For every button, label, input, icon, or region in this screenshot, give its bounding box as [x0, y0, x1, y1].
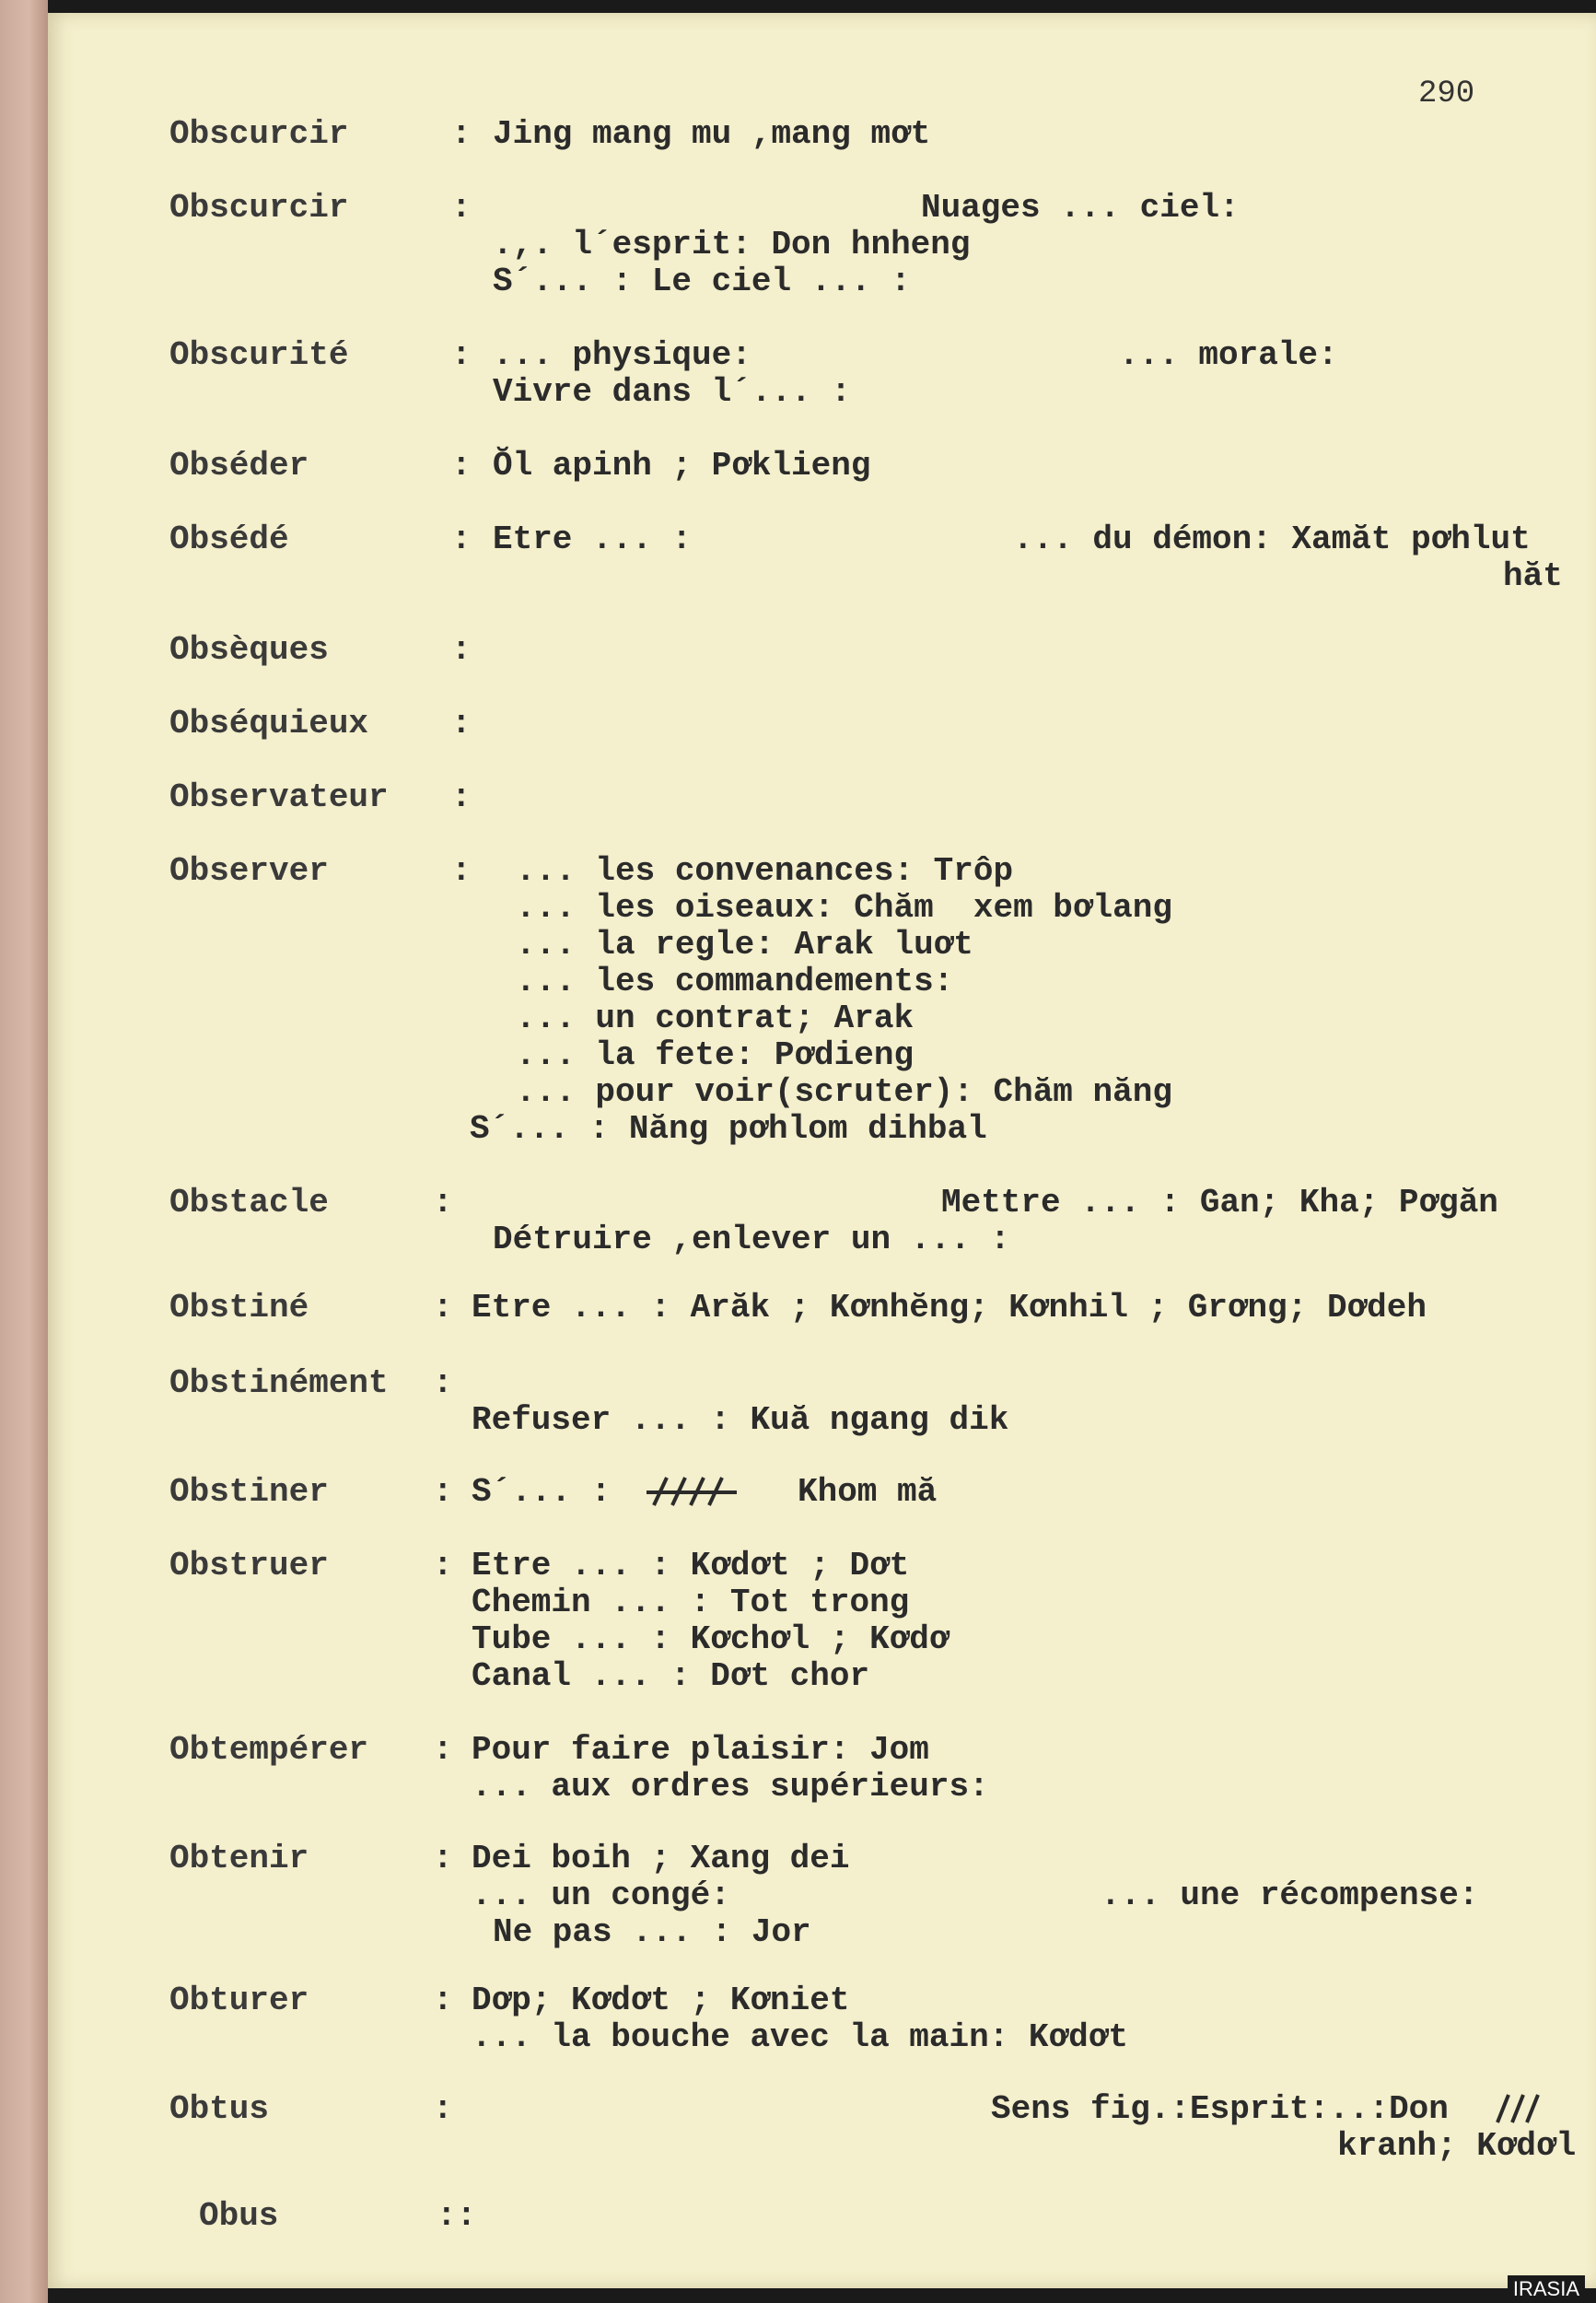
- separator: ::: [437, 2197, 477, 2235]
- headword: Obscurcir: [169, 115, 349, 153]
- headword: Observateur: [169, 778, 389, 816]
- separator: :: [451, 852, 472, 890]
- separator: :: [433, 1364, 453, 1402]
- definition-line: Détruire ,enlever un ... :: [493, 1221, 1010, 1258]
- definition-line: ... du démon: Xamăt pơhlut: [1013, 520, 1531, 558]
- definition-line: ... la regle: Arak luơt: [516, 926, 973, 964]
- definition-line: Dơp; Kơdơt ; Kơniet: [472, 1982, 850, 2019]
- separator: :: [433, 2090, 453, 2128]
- separator: :: [451, 631, 472, 669]
- definition-line: Ne pas ... : Jor: [493, 1913, 811, 1951]
- definition-line: Khom mă: [798, 1473, 938, 1511]
- separator: :: [433, 1184, 453, 1222]
- separator: :: [451, 778, 472, 816]
- headword: Obsèques: [169, 631, 329, 669]
- headword: Obus: [199, 2197, 279, 2235]
- separator: :: [433, 1547, 453, 1584]
- book-spine: [0, 0, 48, 2303]
- separator: :: [451, 336, 472, 374]
- headword: Obstiner: [169, 1473, 329, 1511]
- headword: Obscurcir: [169, 189, 349, 227]
- separator: :: [433, 1982, 453, 2019]
- definition-line: ... un congé:: [472, 1876, 730, 1914]
- definition-line: Etre ... :: [493, 520, 693, 558]
- definition-line: S´... : Le ciel ... :: [493, 263, 911, 300]
- definition-line: S´... : Năng pơhlom dihbal: [470, 1110, 987, 1148]
- separator: :: [451, 447, 472, 485]
- headword: Obtenir: [169, 1840, 309, 1877]
- separator: :: [451, 189, 472, 227]
- definition-line: .,. l´esprit: Don hnheng: [493, 226, 971, 263]
- definition-line: ... aux ordres supérieurs:: [472, 1768, 989, 1806]
- separator: :: [433, 1731, 453, 1769]
- definition-line: hăt: [1503, 557, 1563, 595]
- separator: :: [433, 1473, 453, 1511]
- separator: :: [451, 705, 472, 742]
- headword: Obstiné: [169, 1289, 309, 1327]
- definition-line: ... morale:: [1119, 336, 1338, 374]
- headword: Obséquieux: [169, 705, 369, 742]
- headword: Obscurité: [169, 336, 349, 374]
- headword: Obséder: [169, 447, 309, 485]
- definition-line: Refuser ... : Kuă ngang dik: [472, 1401, 1009, 1439]
- watermark: IRASIA: [1508, 2275, 1585, 2303]
- definition-line: kranh; Kơdơl: [1337, 2127, 1577, 2165]
- definition-line: ... une récompense:: [1101, 1876, 1479, 1914]
- definition-line: Pour faire plaisir: Jom: [472, 1731, 929, 1769]
- headword: Obtempérer: [169, 1731, 369, 1769]
- definition-line: ... pour voir(scruter): Chăm năng: [516, 1073, 1172, 1111]
- separator: :: [451, 115, 472, 153]
- headword: Obstacle: [169, 1184, 329, 1222]
- definition-line: ... la fete: Pơdieng: [516, 1036, 914, 1074]
- headword: Obstruer: [169, 1547, 329, 1584]
- headword: Obtus: [169, 2090, 270, 2128]
- definition-line: Etre ... : Kơdơt ; Dơt: [472, 1547, 910, 1584]
- headword: Obstinément: [169, 1364, 389, 1402]
- headword: Observer: [169, 852, 329, 890]
- definition-line: Etre ... : Arăk ; Kơnhĕng; Kơnhil ; Grơng; Dơdeh: [472, 1289, 1427, 1327]
- struck-out-text: [1492, 2089, 1547, 2130]
- definition-line: ... un contrat; Arak: [516, 1000, 914, 1037]
- definition-line: ... les commandements:: [516, 963, 954, 1000]
- definition-line: Nuages ... ciel:: [921, 189, 1240, 227]
- definition-line: Tube ... : Kơchơl ; Kơdơ: [472, 1620, 949, 1658]
- definition-line: ... les oiseaux: Chăm xem bơlang: [516, 889, 1172, 927]
- separator: :: [433, 1289, 453, 1327]
- definition-line: ... les convenances: Trôp: [516, 852, 1014, 890]
- definition-line: Jing mang mu ,mang mơt: [493, 115, 931, 153]
- headword: Obsédé: [169, 520, 289, 558]
- separator: :: [451, 520, 472, 558]
- definition-line: S´... :: [472, 1473, 631, 1511]
- separator: :: [433, 1840, 453, 1877]
- definition-line: Canal ... : Dơt chor: [472, 1657, 870, 1695]
- definition-line: Sens fig.:Esprit:..:Don: [991, 2090, 1469, 2128]
- page-number: 290: [1418, 76, 1475, 111]
- definition-line: Mettre ... : Gan; Kha; Pơgăn: [941, 1184, 1498, 1222]
- definition-line: ... physique:: [493, 336, 751, 374]
- definition-line: Vivre dans l´... :: [493, 373, 851, 411]
- definition-line: Chemin ... : Tot trong: [472, 1584, 910, 1621]
- definition-line: Ŏl apinh ; Pơklieng: [493, 447, 871, 485]
- struck-out-text: [645, 1472, 755, 1513]
- headword: Obturer: [169, 1982, 309, 2019]
- definition-line: ... la bouche avec la main: Kơdơt: [472, 2018, 1128, 2056]
- definition-line: Dei boih ; Xang dei: [472, 1840, 850, 1877]
